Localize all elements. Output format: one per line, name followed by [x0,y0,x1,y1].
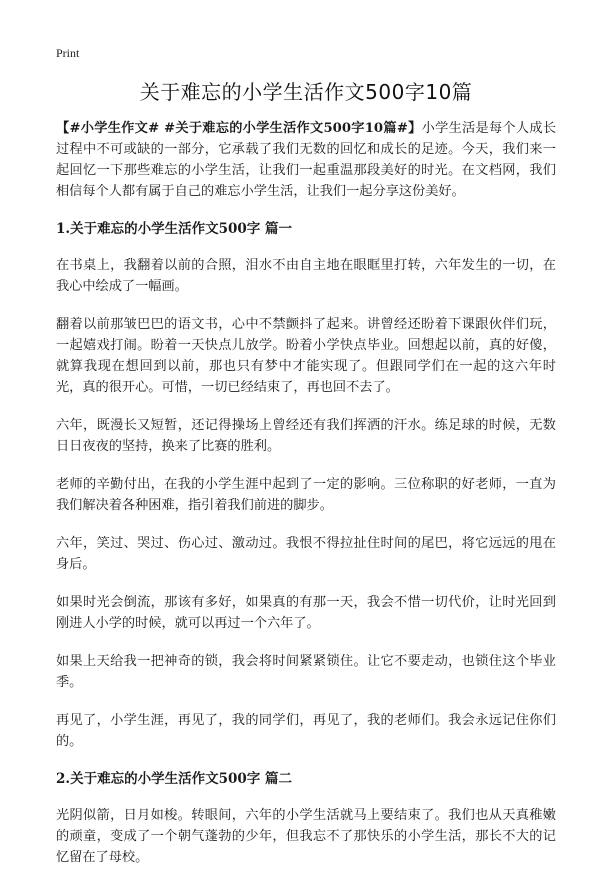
section-1-paragraph: 翻着以前那皱巴巴的语文书，心中不禁颤抖了起来。讲曾经还盼着下课跟伙伴们玩，一起嬉戏打闹。盼着一天快点儿放学。盼着小学快点毕业。回想起以前，真的好傻，就算我现在想回到以前，那也只有梦中才能实现了。但跟同学们在一起的这六年时光，真的很开心。可惜，一切已经结束了，再也回不去了。 [56,317,556,395]
section-1-paragraph: 再见了，小学生涯，再见了，我的同学们，再见了，我的老师们。我会永远记住你们的。 [56,713,556,749]
section-heading-2: 2.关于难忘的小学生活作文500字 篇二 [56,771,292,787]
intro-text: 小学生活是每个人成长过程中不可或缺的一部分，它承载了我们无数的回忆和成长的足迹。今天，我们来一起回忆一下那些难忘的小学生活，让我们一起重温那段美好的时光。在文档网，我们相信每个人都有属于自己的难忘小学生活，让我们一起分享这份美好。 [56,121,557,199]
article-body [56,118,556,885]
section-1-paragraph: 如果时光会倒流，那该有多好，如果真的有那一天，我会不惜一切代价，让时光回到刚进人小学的时候，就可以再过一个六年了。 [56,595,556,631]
section-1-paragraph: 六年，笑过、哭过、伤心过、激动过。我恨不得拉扯住时间的尾巴，将它远远的甩在身后。 [56,536,556,572]
intro-tag: 【#小学生作文# #关于难忘的小学生活作文500字10篇#】 [56,121,422,136]
section-1-paragraph: 六年，既漫长又短暂，还记得操场上曾经还有我们挥洒的汗水。练足球的时候，无数日日夜夜的坚持，换来了比赛的胜利。 [56,418,556,454]
section-1-paragraph: 如果上天给我一把神奇的锁，我会将时间紧紧锁住。让它不要走动，也锁住这个毕业季。 [56,654,556,690]
print-link[interactable]: Print [56,46,80,60]
section-2-paragraph: 光阴似箭，日月如梭。转眼间，六年的小学生活就马上要结束了。我们也从天真稚嫩的顽童，变成了一个朝气蓬勃的少年，但我忘不了那快乐的小学生活，那长不大的记忆留在了母校。 [56,808,556,865]
section-1-paragraph: 在书桌上，我翻着以前的合照，泪水不由自主地在眼眶里打转，六年发生的一切，在我心中绘成了一幅画。 [56,258,556,294]
page-title: 关于难忘的小学生活作文500字10篇 [139,80,473,104]
section-1-paragraph: 老师的辛勤付出，在我的小学生涯中起到了一定的影响。三位称职的好老师，一直为我们解决着各种困难，指引着我们前进的脚步。 [56,477,556,513]
section-heading-1: 1.关于难忘的小学生活作文500字 篇一 [56,221,292,237]
intro-paragraph [56,118,556,202]
